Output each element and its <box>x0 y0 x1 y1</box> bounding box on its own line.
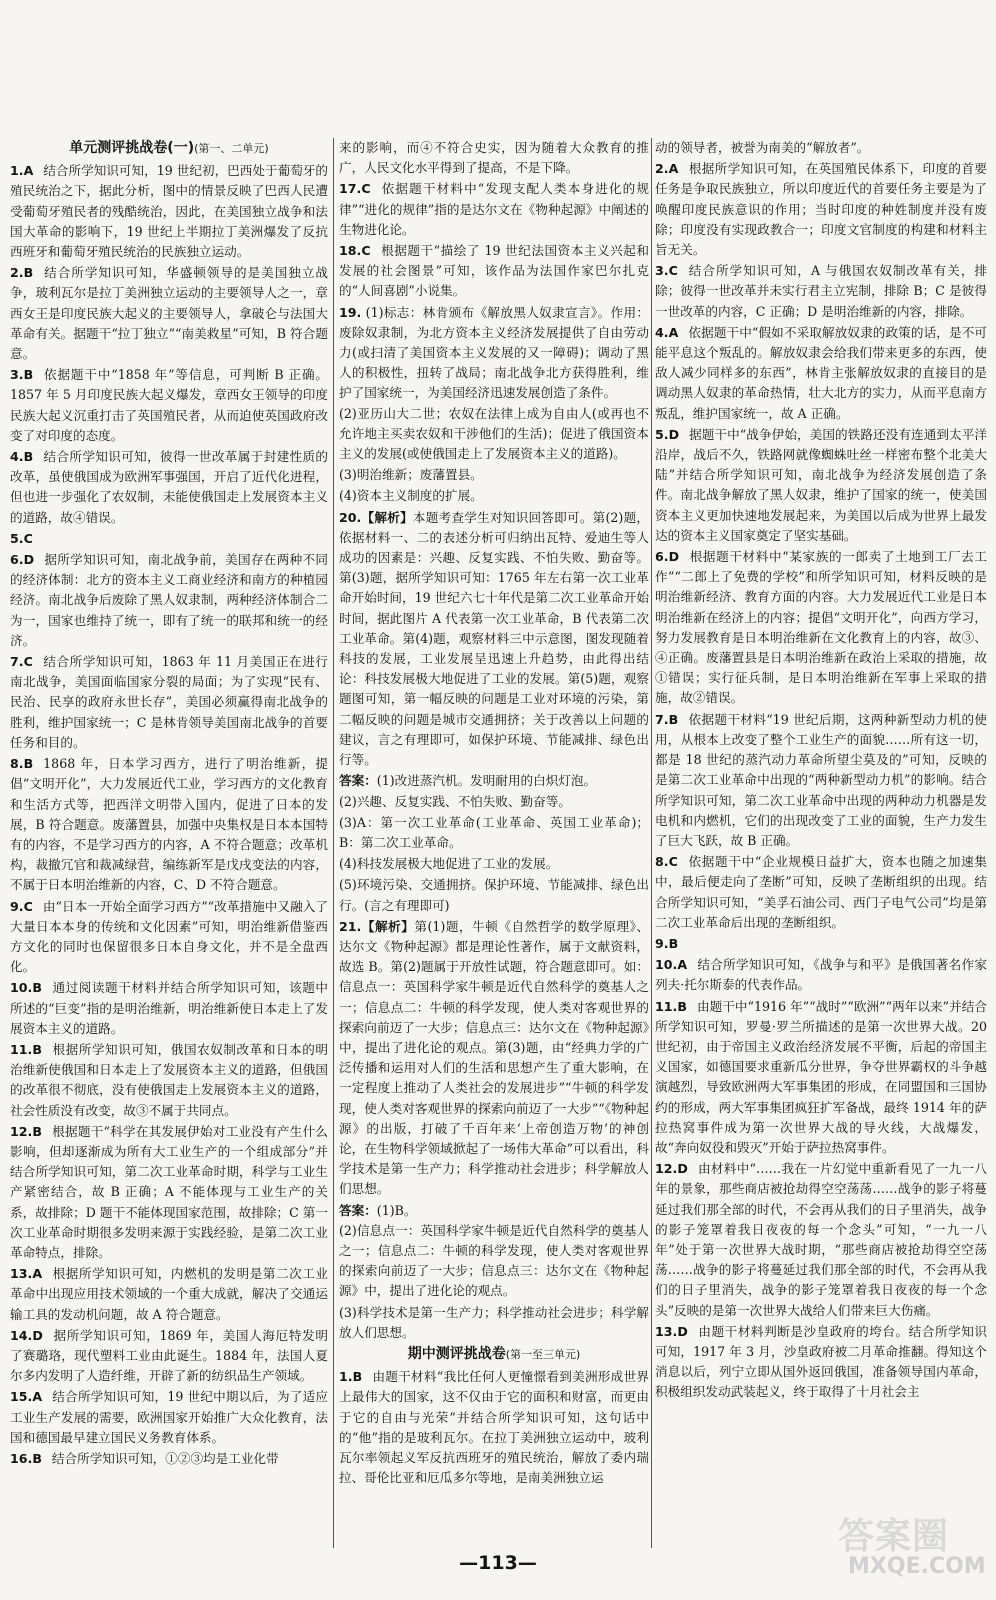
explanation-text: 依据题干材料“19 世纪后期，这两种新型动力机的使用，从根本上改变了整个工业生产的面貌……所有这一切，都是 18 世纪的蒸汽动力革命所望尘莫及的”可知，反映的是第二次工业革命中出现的“两种新型动力机”的影响。结合所学知识可知，第二次工业革命中出现的两种动力机器是发电机和内燃机，它们的出现改变了工业的面貌，生产力发生了巨大飞跃，故 B 正确。 <box>655 711 987 848</box>
answer-item <box>10 550 328 651</box>
item-number: 18. <box>339 243 362 259</box>
answer-list <box>339 1367 649 1488</box>
explanation-text: 结合所学知识可知，1863 年 11 月美国正在进行南北战争，美国面临国家分裂的局面；为了实现“民有、民治、民享的政府永世长存”，美国必须赢得南北战争的胜利，维护国家统一；C 是林肯领导美国南北战争的首要任务和目的。 <box>10 654 328 750</box>
column-divider <box>333 138 334 1548</box>
answer-item <box>655 710 987 851</box>
answer-item <box>655 852 987 933</box>
answer-letter: D <box>677 1323 688 1339</box>
explanation-text: 根据题干“描绘了 19 世纪法国资本主义兴起和发展的社会图景”可知，该作品为法国作家巴尔扎克的“人间喜剧”小说集。 <box>339 243 649 299</box>
answer-item <box>655 159 987 260</box>
continued-text: 动的领导者，被誉为南美的“解放者”。 <box>655 140 870 155</box>
item-number: 13. <box>10 1266 33 1282</box>
item-number: 14. <box>10 1327 33 1343</box>
answer-letter: C <box>23 654 33 670</box>
answer-letter: C <box>23 898 33 914</box>
explanation-text: 结合所学知识可知，19 世纪中期以后，为了适应工业生产发展的需要，欧洲国家开始推广大众化教育，法国和德国最早建立国民义务教育体系。 <box>10 1389 328 1445</box>
answer-letter: D <box>677 1161 688 1177</box>
section-heading: 期中测评挑战卷(第一至三单元) <box>407 1345 581 1362</box>
column-middle <box>339 138 649 1489</box>
answer-letter: B <box>352 1369 363 1385</box>
answer-item <box>10 978 328 1039</box>
explanation-text: 依据题干中“1858 年”等信息，可判断 B 正确。1857 年 5 月印度民族大起义爆发，章西女王领导的印度民族大起义沉重打击了英国殖民者，从而迫使英国政府改变了对印度的态度。 <box>10 367 328 443</box>
answer-item: 20.【解析】本题考查学生对知识回答即可。第(2)题，依据材料一、二的表述分析可归纳出瓦特、爱迪生等人成功的因素是：兴趣、反复实践、不怕失败、勤奋等。第(3)题，据所学知识可知：1765 年左右第一次工业革命开始时间，19 世纪六七十年代是第二次工业革命开始时间，据此图片 A 代表第一次工业革命，B 代表第二次工业革命。第(4)题，观察材料三中示意图，图发现随着科技的发展，工业发展呈迅速上升趋势，由此得出结论：科技发展极大地促进了工业的发展。第(5)题，观察题图可知，第一幅反映的问题是工业对环境的污染，第二幅反映的问题是城市交通拥挤；关于改善以上问题的建议，言之有理即可，如保护环境、节能减排、绿色出行等。 <box>339 509 650 768</box>
answer-item: 21.【解析】第(1)题，牛顿《自然哲学的数学原理》、达尔文《物种起源》都是理论性著作，属于文献资料，故选 B。第(2)题属于开放性试题，符合题意即可。如：信息点一：英国科学家牛顿是近代自然科学的奠基人之一；信息点二：牛顿的科学发现，使人类对客观世界的探索向前迈了一大步；信息点三：达尔文在《物种起源》中，提出了进化论的观点。第(3)题，由“经典力学的广泛传播和运用对人们的生活和思想产生了重大影响，在一定程度上推动了人类社会的发展进步”“牛顿的科学发现，使人类对客观世界的探索向前迈了一大步”“《物种起源》的出版，打破了千百年来‘上帝创造万物’的神创论，在生物科学领域掀起了一场伟大革命”可以看出，科学技术是第一生产力；科学推动社会进步；科学解放人们思想。 <box>339 918 649 1197</box>
explanation-text: 由题干材料“我比任何人更憧憬看到美洲形成世界上最伟大的国家，这不仅由于它的面积和财富，而更由于它的自由与光荣”并结合所学知识可知，这句话中的“他”指的是玻利瓦尔。在拉丁美洲独立运动中，玻利瓦尔率领起义军反抗西班牙的殖民统治，解放了委内瑞拉、哥伦比亚和厄瓜多尔等地，是南美洲独立运 <box>339 1369 649 1486</box>
answer-item: 19. (1)标志：林肯颁布《解放黑人奴隶宣言》。作用：废除奴隶制，为北方资本主义经济发展提供了自由劳动力(或扫清了美国资本主义发展的又一障碍)；调动了黑人的积极性，扭转了战局；南北战争北方获得胜利，维护了国家统一，为美国经济迅速发展创造了条件。 (2)亚历山大二世；农奴在法律上成为自由人(或再也不允许地主买卖农奴和干涉他们的生活)；促进了俄国资本主义的发展(或使俄国走上了发展资本主义的道路)。 (3)明治维新；废藩置县。 (4)资本主义制度的扩展。 <box>339 303 649 507</box>
item-number: 12. <box>10 1123 33 1139</box>
explanation-text: 据题干中“战争伊始，美国的铁路还没有连通到太平洋沿岸，战后不久，铁路网就像蜘蛛吐丝一样密布整个北美大陆”并结合所学知识可知，南北战争为经济发展创造了条件。南北战争解放了黑人奴隶，维护了国家的统一，使美国资本主义更加快速地发展起来，为美国以后成为世界上最发达的资本主义国家奠定了坚实基础。 <box>655 426 987 543</box>
explanation-text: 据所学知识可知，1869 年，美国人海厄特发明了赛璐珞，现代塑料工业由此诞生。1884 年，法国人夏尔多内发明了人造纤维，开辟了新的纺织品生产领域。 <box>10 1327 328 1384</box>
explanation-text: 根据题干“科学在其发展伊始对工业没有产生什么影响，但却逐渐成为所有大工业生产的一个组成部分”并结合所学知识可知，第二次工业革命时期，科学与工业生产紧密结合，故 B 正确；A 不能体现与工业生产的关系，故排除；D 题干不能体现国家范围，故排除；C 第一次工业革命时期很多发明来源于实践经验，是第二次工业革命特点，排除。 <box>10 1123 328 1260</box>
answer-letter: A <box>32 1389 43 1405</box>
item-number: 17. <box>339 181 362 197</box>
answer-item <box>10 1326 328 1387</box>
answer-key: 答案：(1)B。 (2)信息点一：英国科学家牛顿是近代自然科学的奠基人之一；信息点二：牛顿的科学发现，使人类对客观世界的探索向前迈了一大步；信息点三：达尔文在《物种起源》中，提出了进化论的观点。 (3)科学技术是第一生产力；科学推动社会进步；科学解放人们思想。 <box>339 1201 649 1343</box>
answer-item <box>339 179 649 240</box>
answer-letter: A <box>668 161 679 177</box>
answer-letter: C <box>23 530 33 546</box>
answer-item <box>10 529 328 549</box>
answer-letter: B <box>32 980 42 996</box>
answer-line: (3)科学技术是第一生产力；科学推动社会进步；科学解放人们思想。 <box>339 1304 649 1340</box>
answer-letter: A <box>668 324 679 340</box>
answer-letter: A <box>32 1266 43 1282</box>
answer-letter: A <box>23 163 34 179</box>
explanation-text: 据所学知识可知，南北战争前，美国存在两种不同的经济体制：北方的资本主义工商业经济和南方的种植园经济。南北战争后废除了黑人奴隶制，两种经济体制合二为一，国家也维持了统一，即有了统一的联邦和统一的经济。 <box>10 552 328 648</box>
explanation-text: 通过阅读题干材料并结合所学知识可知，该题中所述的“巨变”指的是明治维新，明治维新使日本走上了发展资本主义的道路。 <box>10 980 328 1036</box>
answer-item <box>655 425 987 546</box>
explanation-text: 由题干中“1916 年”“战时”“欧洲”“两年以来”并结合所学知识可知，罗曼·罗兰所描述的是第一次世界大战。20 世纪初，由于帝国主义政治经济发展不平衡，后起的帝国主义国家，如德国要求重新瓜分世界，争夺世界霸权的斗争越演越烈，导致欧洲两大军事集团的形成，在同盟国和三国协约的形成，两大军事集团疯狂扩军备战，最终 1914 年的萨拉热窝事件成为第一次世界大战的导火线，大战爆发，故“奔向奴役和毁灭”开始于萨拉热窝事件。 <box>655 998 987 1155</box>
item-number: 7. <box>655 711 669 727</box>
explanation-text: 根据题干材料中“某家族的一郎卖了土地到工厂去工作”“二郎上了免费的学校”和所学知识可知，材料反映的是明治维新经济、教育方面的内容。大力发展近代工业是日本明治维新在经济上的内容；提倡“文明开化”，向西方学习，努力发展教育是日本明治维新在文化教育上的内容，故③、④正确。废藩置县是日本明治维新在政治上采取的措施，故①错误；实行征兵制，是日本明治维新在军事上采取的措施，故②错误。 <box>655 549 987 706</box>
answer-letter: B <box>23 367 34 383</box>
explanation-text: 结合所学知识可知，彼得一世改革属于封建性质的改革，虽使俄国成为欧洲军事强国，开启了近代化进程，但也进一步强化了农奴制，未能使俄国走上发展资本主义的道路，故④错误。 <box>10 449 328 525</box>
answer-line: (4)资本主义制度的扩展。 <box>339 488 483 504</box>
answer-line: (3)A：第一次工业革命(工业革命、英国工业革命)；B：第二次工业革命。 <box>339 814 649 850</box>
answer-item <box>10 754 328 895</box>
item-number: 8. <box>655 854 669 870</box>
item-number: 15. <box>10 1389 33 1405</box>
answer-letter: C <box>668 854 678 870</box>
explanation-text: 依据题干中“假如不采取解放奴隶的政策的话，是不可能平息这个叛乱的。解放奴隶会给我们带来更多的东西，使敌人减少同样多的东西”，林肯主张解放奴隶的直接目的是调动黑人奴隶的革命热情，壮大北方的实力，从而平息南方叛乱，维护国家统一，故 A 正确。 <box>655 324 987 421</box>
answer-item <box>655 261 987 322</box>
answer-letter: B <box>32 1451 42 1466</box>
answer-item <box>10 161 328 262</box>
explanation-text: 结合所学知识可知，①②③均是工业化带 <box>51 1451 279 1466</box>
item-number: 8. <box>10 756 24 772</box>
item-number: 3. <box>10 367 24 383</box>
answer-item <box>10 1122 328 1263</box>
answer-item <box>655 323 987 424</box>
answer-item <box>655 547 987 709</box>
answer-line: (5)环境污染、交通拥挤。保护环境、节能减排、绿色出行。(言之有理即可) <box>339 877 649 913</box>
item-number: 5. <box>10 530 24 546</box>
item-number: 10. <box>10 980 33 996</box>
answer-item <box>10 652 328 753</box>
answer-letter: B <box>23 756 34 772</box>
explanation-text: 1868 年，日本学习西方，进行了明治维新，提倡“文明开化”，大力发展近代工业，学习西方的文化教育和生活方式等，把西洋文明带入国内，促进了日本的发展，B 符合题意。废藩置县，加强中央集权是日本本国特有的内容，不是学习西方的内容，A 不符合题意；改革机构，裁撤冗官和裁减绿营，编练新军是戊戌变法的内容，不属于日本明治维新的内容，C、D 不符合题意。 <box>10 756 328 893</box>
answer-letter: B <box>668 711 679 727</box>
explanation-text: 根据所学知识可知，在英国殖民体系下，印度的首要任务是争取民族独立，所以印度近代的首要任务主要是为了唤醒印度民族意识的作用；当时印度的种姓制度并没有废除；印度没有实现政教合一；印度文官制度的构建和材料主旨无关。 <box>655 161 987 258</box>
item-number: 16. <box>10 1451 33 1466</box>
column-right <box>655 138 987 1404</box>
answer-item <box>10 1040 328 1121</box>
answer-letter: D <box>32 1327 43 1343</box>
item-number: 9. <box>655 935 669 951</box>
answer-line: (4)科技发展极大地促进了工业的发展。 <box>339 856 559 872</box>
explanation-text: 由“日本一开始全面学习西方”“改革措施中又融入了大量日本本身的传统和文化因素”可知，明治维新借鉴西方文化的同时也保留很多日本自身文化，并不是全盘西化。 <box>10 898 328 975</box>
answer-item <box>655 1322 987 1403</box>
page-number: —113— <box>459 1552 537 1574</box>
answer-list <box>655 159 987 1402</box>
explanation-text: 依据题干中“企业规模日益扩大，资本也随之加速集中，最后便走向了垄断”可知，反映了垄断组织的出现。结合所学知识可知，“美孚石油公司、西门子电气公司”均是第二次工业革命后出现的垄断组织。 <box>655 854 987 930</box>
answer-line: (1)标志：林肯颁布《解放黑人奴隶宣言》。作用：废除奴隶制，为北方资本主义经济发展提供了自由劳动力(或扫清了美国资本主义发展的又一障碍)；调动了黑人的积极性，扭转了战局；南北战争北方获得胜利，维护了国家统一，为美国经济迅速发展创造了条件。 <box>339 304 649 401</box>
answer-item <box>339 1367 649 1488</box>
item-number: 2. <box>10 265 24 281</box>
explanation-text: 结合所学知识可知，19 世纪初，巴西处于葡萄牙的殖民统治之下，据此分析，图中的情景反映了巴西人民遭受葡萄牙殖民者的残酷统治，因此，在美国独立战争和法国大革命的影响下，19 世纪上半期拉丁美洲爆发了反抗西班牙和葡萄牙殖民统治的民族独立运动。 <box>10 163 328 260</box>
answer-item <box>10 1264 328 1325</box>
answer-list <box>10 161 328 1469</box>
answer-letter: B <box>677 998 687 1014</box>
answer-letter: D <box>668 426 680 442</box>
answer-letter: D <box>23 552 35 568</box>
answer-letter: B <box>32 1123 42 1139</box>
answer-item <box>10 365 328 446</box>
answer-line: (2)信息点一：英国科学家牛顿是近代自然科学的奠基人之一；信息点二：牛顿的科学发现，使人类对客观世界的探索向前迈了一大步；信息点三：达尔文在《物种起源》中，提出了进化论的观点。 <box>339 1222 649 1299</box>
answer-letter: C <box>668 263 678 279</box>
answer-key: 答案：(1)改进蒸汽机。发明耐用的白炽灯泡。 (2)兴趣、反复实践、不怕失败、勤奋等。 (3)A：第一次工业革命(工业革命、英国工业革命)；B：第二次工业革命。 (4)科技发展极大地促进了工业的发展。 (5)环境污染、交通拥挤。保护环境、节能减排、绿色出行。(言之有理即可) <box>339 771 649 915</box>
section-heading: 单元测评挑战卷(一)(第一、二单元) <box>69 140 269 156</box>
answer-item <box>10 1449 328 1469</box>
explanation-text: 由材料中“……我在一片幻觉中重新看见了一九一八年的景象，那些商店被抢劫得空空荡荡……战争的影子将蔓延过我们那全部的时代，不会再从我们的日子里消失，战争的影子笼罩着我日夜夜的每一个念头”可知，“一九一八年”处于第一次世界大战时期，“那些商店被抢劫得空空荡荡……战争的影子将蔓延过我们那全部的时代，不会再从我们的日子里消失，战争的影子笼罩着我日夜夜的每一个念头”反映的是第一次世界大战给人们带来巨大伤痛。 <box>655 1161 987 1318</box>
answer-item <box>655 934 987 954</box>
column-divider <box>651 138 652 1548</box>
explanation-text: 根据所学知识可知，俄国农奴制改革和日本的明治维新使俄国和日本走上了发展资本主义的道路，但俄国的改革很不彻底，没有使俄国走上发展资本主义的道路，社会性质没有改变，故③不属于共同点。 <box>10 1041 328 1118</box>
answer-item <box>10 897 328 978</box>
answer-letter: C <box>361 181 371 197</box>
item-number: 3. <box>655 263 669 279</box>
answer-item <box>10 1387 328 1448</box>
explanation-text: 结合所学知识可知，华盛顿领导的是美国独立战争，玻利瓦尔是拉丁美洲独立运动的主要领导人之一，章西女王是印度民族大起义的主要领导人，拿破仑与法国大革命有关。据题干“拉丁独立”“南美救星”可知，B 符合题意。 <box>10 265 328 362</box>
item-number: 1. <box>339 1369 353 1385</box>
item-number: 13. <box>655 1323 678 1339</box>
item-number: 9. <box>10 898 24 914</box>
answer-item <box>655 955 987 995</box>
item-number: 11. <box>10 1041 33 1057</box>
answer-item <box>10 263 328 364</box>
watermark-text: 答案圈 <box>838 1516 950 1557</box>
item-number: 5. <box>655 426 669 442</box>
item-number: 6. <box>10 552 24 568</box>
watermark-logo <box>838 1508 988 1588</box>
item-number: 2. <box>655 161 669 177</box>
item-number: 10. <box>655 957 678 973</box>
explanation-text: 根据所学知识可知，内燃机的发明是第二次工业革命中出现应用技术领域的一个重大成就，解决了交通运输工具的发动机问题，故 A 符合题意。 <box>10 1266 328 1322</box>
explanation-text: 由题干材料判断是沙皇政府的垮台。结合所学知识可知，1917 年 3 月，沙皇政府被二月革命推翻。得知这个消息以后，列宁立即从国外返回俄国，准备领导国内革命，积极组织发动武装起义，终于取得了十月社会主 <box>655 1323 987 1400</box>
answer-line: (1)B。 <box>376 1202 417 1218</box>
answer-line: (3)明治维新；废藩置县。 <box>339 467 483 483</box>
column-left <box>10 138 328 1470</box>
answer-item <box>655 997 987 1159</box>
item-number: 7. <box>10 654 24 670</box>
answer-line: (2)兴趣、反复实践、不怕失败、勤奋等。 <box>339 793 571 809</box>
explanation-text: 依据题干材料中“发现支配人类本身进化的规律”“进化的规律”指的是达尔文在《物种起源》中阐述的生物进化论。 <box>339 181 649 237</box>
explanation-text: 结合所学知识可知，《战争与和平》是俄国著名作家列夫·托尔斯泰的代表作品。 <box>655 957 987 993</box>
answer-letter: B <box>32 1041 42 1057</box>
answer-item <box>655 1159 987 1321</box>
watermark-url: MXQE.COM <box>848 1554 986 1579</box>
answer-item <box>10 447 328 528</box>
answer-line: (1)改进蒸汽机。发明耐用的白炽灯泡。 <box>376 773 597 789</box>
item-number: 11. <box>655 998 678 1014</box>
item-number: 12. <box>655 1161 678 1177</box>
answer-letter: B <box>23 265 34 281</box>
answer-list <box>339 179 649 301</box>
answer-letter: C <box>361 243 371 259</box>
item-number: 4. <box>10 449 24 465</box>
answer-letter: D <box>668 549 680 565</box>
continued-text: 来的影响，而④不符合史实，因为随着大众教育的推广，人民文化水平得到了提高，不是下降。 <box>339 140 649 176</box>
answer-line: (2)亚历山大二世；农奴在法律上成为自由人(或再也不允许地主买卖农奴和干涉他们的生活)；促进了俄国资本主义的发展(或使俄国走上了发展资本主义的道路)。 <box>339 405 649 462</box>
answer-item <box>339 241 649 302</box>
explanation-text: 结合所学知识可知，A 与俄国农奴制改革有关，排除；彼得一世改革并未实行君主立宪制，排除 B；C 是彼得一世改革的内容，C 正确；D 是明治维新的内容，排除。 <box>655 263 987 319</box>
item-number: 1. <box>10 163 24 179</box>
answer-letter: B <box>668 935 679 951</box>
item-number: 4. <box>655 324 669 340</box>
answer-letter: B <box>23 449 34 465</box>
item-number: 6. <box>655 549 669 565</box>
answer-letter: A <box>677 957 688 973</box>
